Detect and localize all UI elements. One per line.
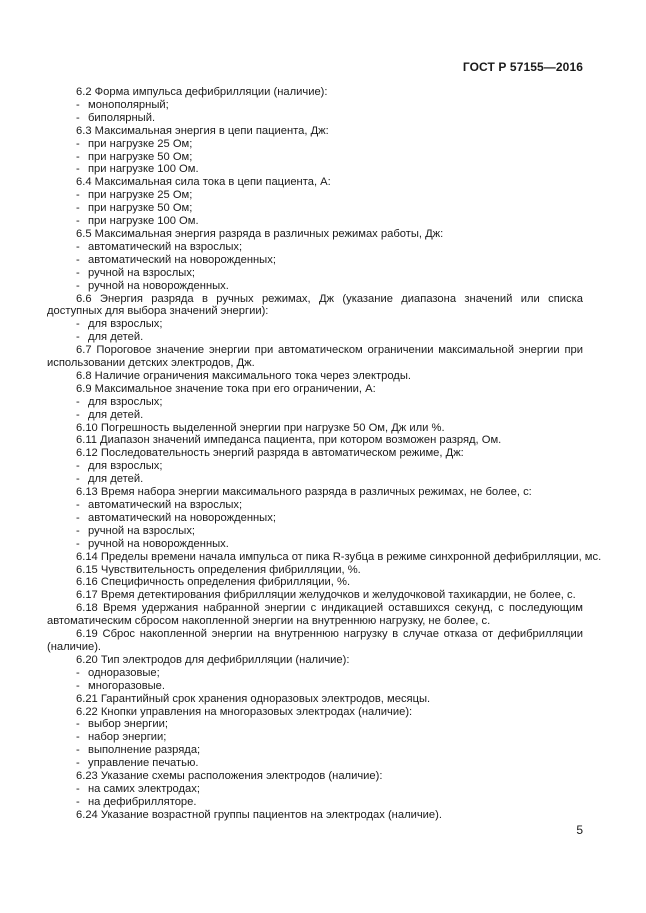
list-item [47,99,583,112]
list-item-text: выбор энергии; [88,718,168,731]
list-item [47,267,583,280]
list-item [47,473,583,486]
list-item-text: автоматический на новорожденных; [88,511,276,524]
list-item [47,680,583,693]
list-dash: - [76,679,80,692]
list-dash: - [76,189,80,202]
section-line: 6.2 Форма импульса дефибрилляции (наличие): [76,86,328,98]
list-item [47,667,583,680]
section-line: 6.16 Специфичность определения фибрилляции, %. [76,576,351,589]
list-item [47,163,583,176]
section-line: 6.14 Пределы времени начала импульса от пика R-зубца в режиме синхронной дефибрилляции, мс. [76,550,602,563]
list-item-text: для взрослых; [88,318,163,331]
list-dash: - [76,782,80,795]
section-line: 6.12 Последовательность энергий разряда в автоматическом режиме, Дж: [76,447,464,460]
section-line: 6.3 Максимальная энергия в цепи пациента, Дж: [76,124,329,137]
list-dash: - [76,524,80,537]
list-item-text: для детей. [88,408,144,421]
list-dash: - [76,499,80,511]
list-item-text: автоматический на новорожденных; [88,253,276,266]
list-dash: - [76,537,80,550]
list-dash: - [76,744,80,757]
list-item-text: при нагрузке 25 Ом; [88,137,193,150]
section-line: 6.10 Погрешность выделенной энергии при нагрузке 50 Ом, Дж или %. [76,421,445,434]
list-item-text: ручной на новорожденных. [88,537,229,550]
document-body [47,86,602,822]
list-item-text: на дефибрилляторе. [88,795,197,808]
list-item [47,241,583,254]
list-item [47,202,583,215]
list-item-text: ручной на взрослых; [88,524,196,537]
list-item [47,112,583,125]
list-dash: - [76,666,80,679]
list-item [47,215,583,228]
list-dash: - [76,163,80,176]
list-item [47,138,583,151]
list-item-text: ручной на взрослых; [88,266,196,279]
paragraph: 6.7 Пороговое значение энергии при автоматическом ограничении максимальной энергии при использовании детских электродов, Дж. [47,344,583,370]
list-item [47,499,583,512]
paragraph: 6.6 Энергия разряда в ручных режимах, Дж (указание диапазона значений или списка доступных для выбора значений энергии): [47,292,583,318]
list-item-text: монополярный; [88,98,169,111]
section-line: 6.5 Максимальная энергия разряда в различных режимах работы, Дж: [76,227,444,240]
list-dash: - [76,279,80,292]
list-item-text: выполнение разряда; [88,744,201,757]
page-number: 5 [576,823,583,837]
list-item [47,254,583,267]
list-item [47,718,583,731]
section-line: 6.4 Максимальная сила тока в цепи пациента, А: [76,176,331,189]
list-dash: - [76,331,80,344]
list-item-text: на самих электродах; [88,782,200,795]
list-item [47,783,583,796]
list-dash: - [76,318,80,331]
list-item-text: при нагрузке 100 Ом. [88,215,199,228]
section-line: 6.13 Время набора энергии максимального разряда в различных режимах, не более, с: [76,486,532,499]
list-dash: - [76,215,80,228]
paragraph: 6.19 Сброс накопленной энергии на внутреннюю нагрузку в случае отказа от дефибрилляции (наличие). [47,628,583,653]
list-item [47,796,583,809]
list-dash: - [76,795,80,808]
section-line: 6.21 Гарантийный срок хранения одноразовых электродов, месяцы. [76,692,431,705]
list-item [47,512,583,525]
list-item [47,331,583,344]
section-line: 6.15 Чувствительность определения фибрилляции, %. [76,563,361,576]
list-dash: - [76,202,80,215]
list-dash: - [76,408,80,421]
list-item [47,757,583,770]
list-dash: - [76,460,80,473]
list-dash: - [76,150,80,163]
list-item [47,409,583,422]
list-dash: - [76,98,80,111]
list-item-text: ручной на новорожденных. [88,279,229,292]
section-line: 6.17 Время детектирования фибрилляции желудочков и желудочковой тахикардии, не более, с. [76,589,576,602]
list-item [47,151,583,164]
list-item [47,460,583,473]
list-item [47,318,583,331]
list-item-text: для детей. [88,331,144,344]
list-item-text: при нагрузке 100 Ом. [88,163,199,176]
list-item [47,396,583,409]
list-item-text: для детей. [88,473,144,486]
list-item-text: управление печатью. [88,757,199,770]
list-item-text: при нагрузке 50 Ом; [88,150,193,163]
section-line: 6.20 Тип электродов для дефибрилляции (наличие): [76,653,350,666]
list-dash: - [76,253,80,266]
list-item [47,731,583,744]
section-line: 6.23 Указание схемы расположения электродов (наличие): [76,770,383,783]
list-item [47,744,583,757]
section-line: 6.22 Кнопки управления на многоразовых электродах (наличие): [76,705,413,718]
list-dash: - [76,266,80,279]
list-dash: - [76,111,80,124]
list-dash: - [76,240,80,253]
list-dash: - [76,757,80,770]
list-dash: - [76,137,80,150]
list-dash: - [76,473,80,486]
list-item-text: биполярный. [88,111,156,124]
list-item [47,280,583,293]
list-dash: - [76,395,80,408]
list-dash: - [76,511,80,524]
list-item-text: при нагрузке 50 Ом; [88,202,193,215]
paragraph: 6.18 Время удержания набранной энергии с индикацией оставшихся секунд, с последующим автоматическим сбросом накопленной энергии на внутреннюю нагрузку, не более, с. [47,602,583,628]
section-line: 6.9 Максимальное значение тока при его ограничении, А: [76,382,376,395]
list-item-text: для взрослых; [88,460,163,473]
list-item-text: автоматический на взрослых; [88,240,243,253]
list-item-text: автоматический на взрослых; [88,499,243,511]
list-item-text: набор энергии; [88,731,167,744]
list-item-text: многоразовые. [88,679,166,692]
list-dash: - [76,718,80,731]
list-dash: - [76,731,80,744]
list-item [47,189,583,202]
section-line: 6.8 Наличие ограничения максимального тока через электроды. [76,369,411,382]
list-item [47,525,583,538]
section-line: 6.24 Указание возрастной группы пациентов на электродах (наличие). [76,808,442,821]
list-item-text: одноразовые; [88,666,160,679]
document-header: ГОСТ Р 57155—2016 [462,60,583,74]
list-item-text: для взрослых; [88,395,163,408]
list-item-text: при нагрузке 25 Ом; [88,189,193,202]
list-item [47,538,583,551]
section-line: 6.11 Диапазон значений импеданса пациента, при котором возможен разряд, Ом. [76,434,502,447]
